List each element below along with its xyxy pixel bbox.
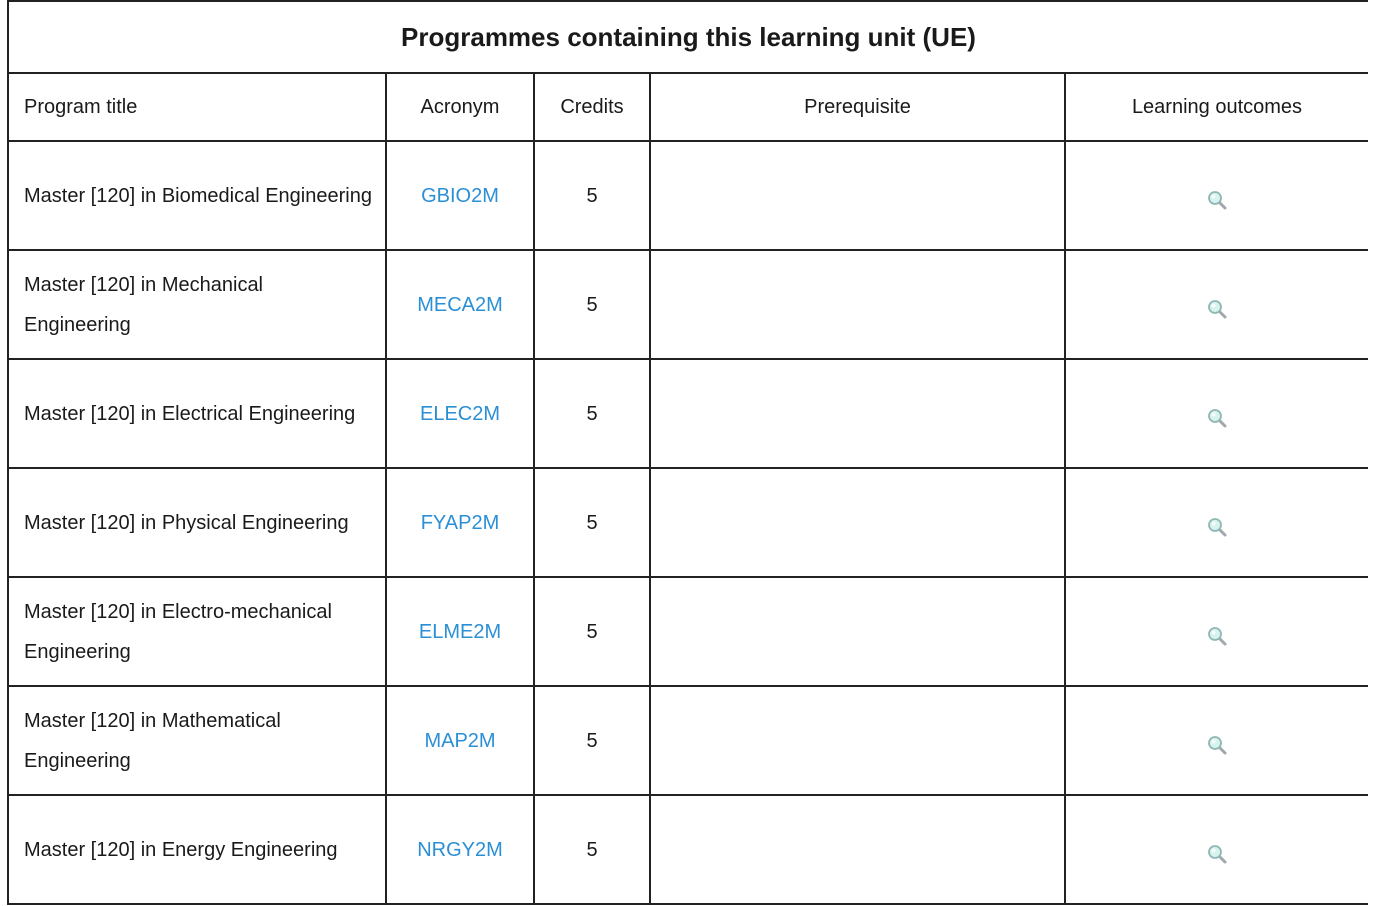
acronym-link[interactable]: NRGY2M [417,838,503,861]
acronym-cell [386,250,534,359]
prerequisite-cell [650,686,1065,795]
header-credits: Credits [534,73,650,141]
table-row [8,686,1368,795]
prerequisite-cell [650,795,1065,904]
program-title-cell: Master [120] in Mechanical Engineering [8,250,386,359]
table-row [8,577,1368,686]
table-title: Programmes containing this learning unit (UE) [8,1,1368,73]
learning-outcomes-cell [1065,795,1368,904]
acronym-cell [386,795,534,904]
credits-cell: 5 [534,250,650,359]
credits-cell: 5 [534,141,650,250]
magnifier-icon[interactable] [1206,839,1228,861]
acronym-link[interactable]: MECA2M [417,293,503,316]
magnifier-icon[interactable] [1206,621,1228,643]
prerequisite-cell [650,141,1065,250]
header-learning-outcomes: Learning outcomes [1065,73,1368,141]
prerequisite-cell [650,359,1065,468]
acronym-link[interactable]: FYAP2M [420,511,500,534]
acronym-cell [386,141,534,250]
program-title-cell: Master [120] in Electro-mechanical Engineering [8,577,386,686]
table-row [8,250,1368,359]
program-title-cell: Master [120] in Physical Engineering [8,468,386,577]
learning-outcomes-cell [1065,468,1368,577]
credits-cell: 5 [534,686,650,795]
acronym-link[interactable]: ELME2M [418,620,502,643]
acronym-cell [386,359,534,468]
credits-cell: 5 [534,359,650,468]
header-program-title: Program title [8,73,386,141]
magnifier-icon[interactable] [1206,403,1228,425]
acronym-cell [386,686,534,795]
credits-cell: 5 [534,795,650,904]
learning-outcomes-cell [1065,577,1368,686]
magnifier-icon[interactable] [1206,730,1228,752]
acronym-link[interactable]: MAP2M [424,729,496,752]
credits-cell: 5 [534,577,650,686]
header-prerequisite: Prerequisite [650,73,1065,141]
programmes-table-container [7,0,1368,906]
magnifier-icon[interactable] [1206,294,1228,316]
magnifier-icon[interactable] [1206,185,1228,207]
program-title-cell: Master [120] in Biomedical Engineering [8,141,386,250]
magnifier-icon[interactable] [1206,512,1228,534]
credits-cell: 5 [534,468,650,577]
program-title-cell: Master [120] in Mathematical Engineering [8,686,386,795]
prerequisite-cell [650,468,1065,577]
program-title-cell: Master [120] in Electrical Engineering [8,359,386,468]
table-row [8,141,1368,250]
learning-outcomes-cell [1065,686,1368,795]
acronym-cell [386,468,534,577]
prerequisite-cell [650,577,1065,686]
acronym-cell [386,577,534,686]
learning-outcomes-cell [1065,250,1368,359]
table-row [8,468,1368,577]
program-title-cell: Master [120] in Energy Engineering [8,795,386,904]
acronym-link[interactable]: GBIO2M [421,184,499,207]
table-row [8,795,1368,904]
prerequisite-cell [650,250,1065,359]
learning-outcomes-cell [1065,141,1368,250]
header-row [8,73,1368,141]
programmes-table [7,0,1368,905]
learning-outcomes-cell [1065,359,1368,468]
header-acronym: Acronym [386,73,534,141]
acronym-link[interactable]: ELEC2M [419,402,501,425]
table-row [8,359,1368,468]
